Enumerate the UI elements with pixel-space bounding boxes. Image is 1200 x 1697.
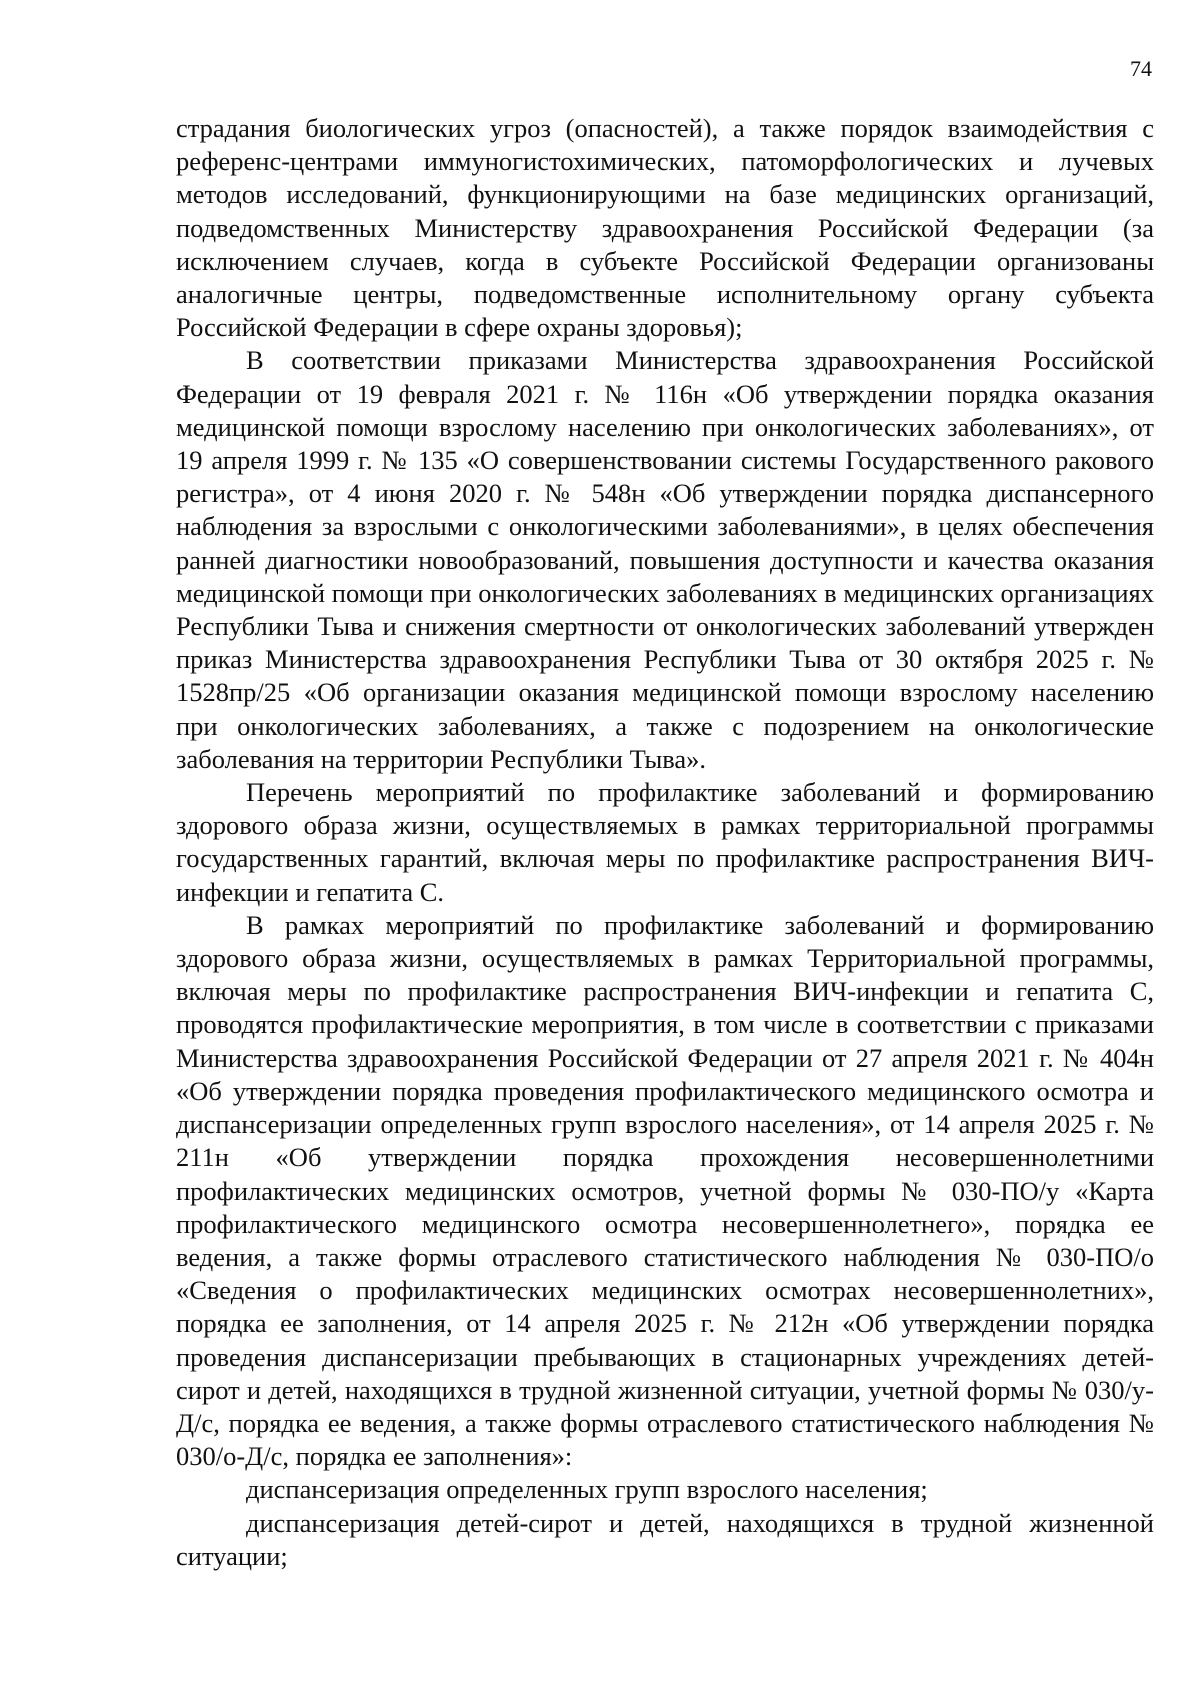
page-number: 74	[1130, 56, 1152, 81]
document-body	[176, 112, 1154, 1573]
list-item-orphan-screening: диспансеризация детей-сирот и детей, находящихся в трудной жизненной ситуации;	[176, 1507, 1154, 1571]
paragraph-oncology-orders: В соответствии приказами Министерства здравоохранения Российской Федерации от 19 февраля 2021 г. № 116н «Об утверждении порядка оказания медицинской помощи взрослому населению при онкологических заболеваниях», от 19 апреля 1999 г. № 135 «О совершенствовании системы Государственного ракового регистра», от 4 июня 2020 г. № 548н «Об утверждении порядка диспансерного наблюдения за взрослыми с онкологическими заболеваниями», в целях обеспечения ранней диагностики новообразований, повышения доступности и качества оказания медицинской помощи при онкологических заболеваниях в медицинских организациях Республики Тыва и снижения смертности от онкологических заболеваний утвержден приказ Министерства здравоохранения Республики Тыва от 30 октября 2025 г. № 1528пр/25 «Об организации оказания медицинской помощи взрослому населению при онкологических заболеваниях, а также с подозрением на онкологические заболевания на территории Республики Тыва».	[176, 345, 1154, 774]
paragraph-prevention-list-heading: Перечень мероприятий по профилактике заболеваний и формированию здорового образа жизни, осуществляемых в рамках территориальной программы государственных гарантий, включая меры по профилактике распространения ВИЧ-инфекции и гепатита С.	[176, 777, 1154, 907]
list-item-adult-screening: диспансеризация определенных групп взрослого населения;	[246, 1474, 928, 1505]
paragraph-prevention-measures: В рамках мероприятий по профилактике заболеваний и формированию здорового образа жизни, осуществляемых в рамках Территориальной программы, включая меры по профилактике распространения ВИЧ-инфекции и гепатита С, проводятся профилактические мероприятия, в том числе в соответствии с приказами Министерства здравоохранения Российской Федерации от 27 апреля 2021 г. № 404н «Об утверждении порядка проведения профилактического медицинского осмотра и диспансеризации определенных групп взрослого населения», от 14 апреля 2025 г. № 211н «Об утверждении порядка прохождения несовершеннолетними профилактических медицинских осмотров, учетной формы № 030-ПО/у «Карта профилактического медицинского осмотра несовершеннолетнего», порядка ее ведения, а также формы отраслевого статистического наблюдения № 030-ПО/о «Сведения о профилактических медицинских осмотрах несовершеннолетних», порядка ее заполнения, от 14 апреля 2025 г. № 212н «Об утверждении порядка проведения диспансеризации пребывающих в стационарных учреждениях детей-сирот и детей, находящихся в трудной жизненной ситуации, учетной формы № 030/у-Д/с, порядка ее ведения, а также формы отраслевого статистического наблюдения № 030/о-Д/с, порядка ее заполнения»:	[176, 909, 1154, 1472]
paragraph-continuation: страдания биологических угроз (опасностей), а также порядок взаимодействия с референс-центрами иммуногистохимических, патоморфологических и лучевых методов исследований, функционирующими на базе медицинских организаций, подведомственных Министерству здравоохранения Российской Федерации (за исключением случаев, когда в субъекте Российской Федерации организованы аналогичные центры, подведомственные исполнительному органу субъекта Российской Федерации в сфере охраны здоровья);	[176, 113, 1154, 343]
